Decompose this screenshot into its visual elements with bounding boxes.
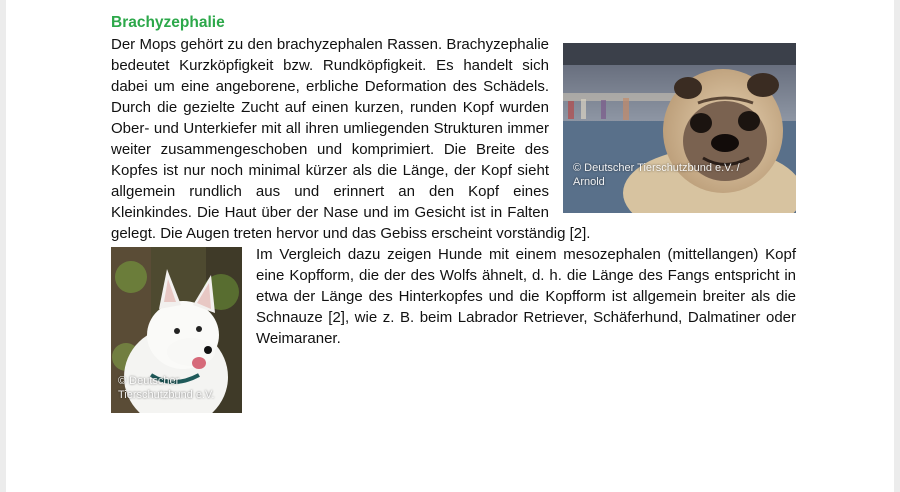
section-heading: Brachyzephalie <box>111 14 225 31</box>
pug-photo <box>563 43 796 213</box>
pug-credit-line1: © Deutscher Tierschutzbund e.V. / <box>573 162 740 174</box>
white-shepherd-photo <box>111 247 242 413</box>
white-shepherd-photo-credit <box>118 374 214 402</box>
pug-photo-credit <box>573 161 740 189</box>
pug-credit-line2: Arnold <box>573 176 605 188</box>
white-shepherd-credit-line1: © Deutscher <box>118 375 180 387</box>
paragraph-brachyzephalie: Der Mops gehört zu den brachyzephalen Rassen. Brachyzephalie bedeutet Kurzköpfigkeit bzw. Rundköpfigkeit. Es handelt sich dabei um eine angeborene, erbliche Deformation des Schädels. Durch die gezielte Zucht auf einen kurzen, runden Kopf wurden Ober- und Unterkiefer mit all ihren umliegenden Strukturen immer weiter zusammengeschoben und komprimiert. Die Breite des Kopfes ist nur noch minimal kürzer als die Länge, der Kopf sieht allgemein rundlich aus und erinnert an den Kopf eines Kleinkindes. Die Haut über der Nase und im Gesicht ist in Falten gelegt. Die Augen treten hervor und das Gebiss erscheint vorständig [2]. <box>111 36 591 242</box>
document-content <box>111 12 796 417</box>
paragraph-mesozephal: Im Vergleich dazu zeigen Hunde mit einem mesozephalen (mittellangen) Kopf eine Kopfform, die der des Wolfs ähnelt, d. h. die Länge des Fangs entspricht in etwa der Länge des Hinterkopfes und die Kopfform ist allgemein breiter als die Schnauze [2], wie z. B. beim Labrador Retriever, Schäferhund, Dalmatiner oder Weimaraner. <box>256 246 796 347</box>
white-shepherd-credit-line2: Tierschutzbund e.V. <box>118 389 215 401</box>
document-page <box>6 0 894 492</box>
